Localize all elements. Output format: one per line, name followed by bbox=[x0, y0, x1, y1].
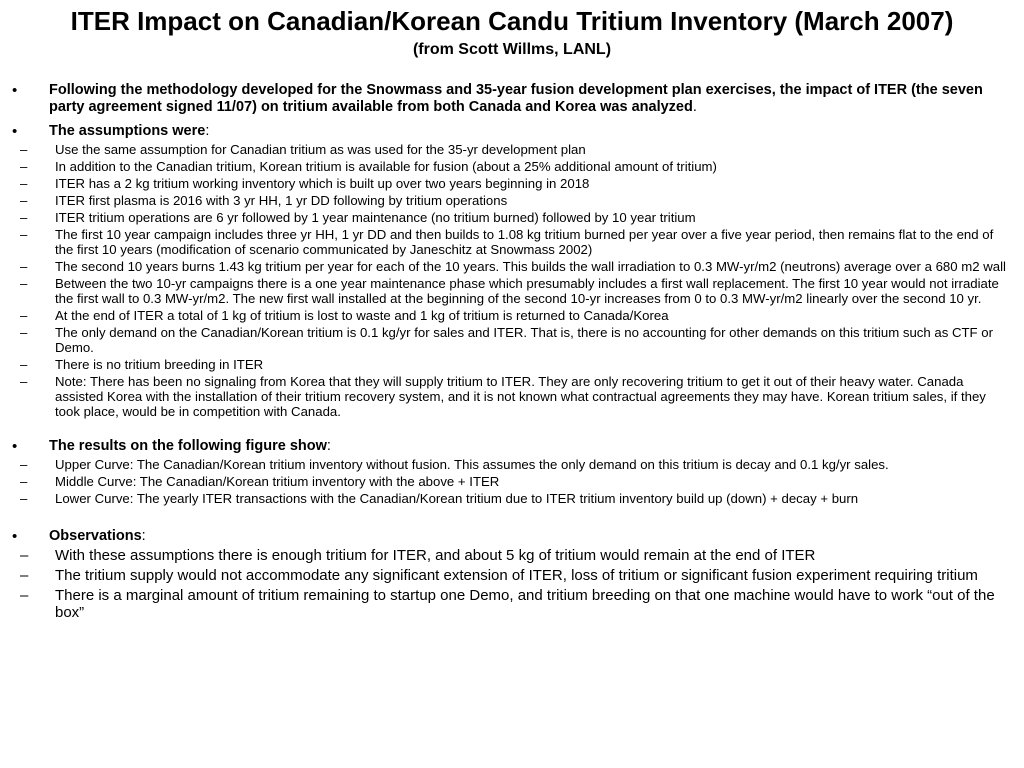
dash-icon: – bbox=[20, 227, 28, 242]
results-heading bbox=[49, 438, 1014, 455]
dash-icon: – bbox=[20, 374, 28, 389]
list-item-text: Between the two 10-yr campaigns there is a one year maintenance phase which presumably includes a first wall replacement. The first 10 year would not irradiate the first wall to 0.3 MW-yr/m2. The new first wall installed at the beginning of the second 10-yr increases from 0 to 0.3 MW-yr/m2 linearly over the second 10 yr. bbox=[55, 276, 999, 306]
list-item bbox=[10, 276, 1014, 306]
list-item bbox=[10, 491, 1014, 506]
assumptions-list bbox=[10, 142, 1014, 419]
list-item-text: Note: There has been no signaling from Korea that they will supply tritium to ITER. They are only recovering tritium to get it out of their heavy water. Canada assisted Korea with the installation of their tritium recovery system, and it is not known what contractual agreements they may have. Korean tritium sales, if they took place, would be in competition with Canada. bbox=[55, 374, 986, 419]
list-item bbox=[10, 308, 1014, 323]
list-item bbox=[10, 176, 1014, 191]
list-item-text: ITER first plasma is 2016 with 3 yr HH, 1 yr DD following by tritium operations bbox=[55, 193, 508, 208]
list-item bbox=[10, 587, 1014, 621]
assumptions-colon: : bbox=[205, 123, 210, 139]
slide-subtitle: (from Scott Willms, LANL) bbox=[412, 41, 612, 58]
list-item bbox=[10, 474, 1014, 489]
list-item-text: The first 10 year campaign includes three yr HH, 1 yr DD and then builds to 1.08 kg tritium burned per year over a five year period, then remains flat to the end of the first 10 years (modification of scenario communicated by Janeschitz at Snowmass 2002) bbox=[55, 227, 994, 257]
dash-icon: – bbox=[20, 567, 29, 584]
list-item bbox=[10, 547, 1014, 564]
list-item bbox=[10, 457, 1014, 472]
list-item bbox=[10, 567, 1014, 584]
observations-colon: : bbox=[141, 528, 146, 544]
assumptions-section bbox=[10, 123, 1014, 140]
dash-icon: – bbox=[20, 210, 28, 225]
dash-icon: – bbox=[20, 547, 29, 564]
list-item-text: Use the same assumption for Canadian tritium as was used for the 35-yr development plan bbox=[55, 142, 586, 157]
list-item bbox=[10, 259, 1014, 274]
list-item bbox=[10, 325, 1014, 355]
results-section bbox=[10, 438, 1014, 455]
assumptions-heading bbox=[49, 123, 1014, 140]
list-item-text: Upper Curve: The Canadian/Korean tritium inventory without fusion. This assumes the only demand on this tritium is decay and 0.1 kg/yr sales. bbox=[55, 457, 889, 472]
list-item bbox=[10, 210, 1014, 225]
observations-heading bbox=[49, 528, 1014, 545]
list-item bbox=[10, 159, 1014, 174]
list-item bbox=[10, 142, 1014, 157]
list-item-text: The tritium supply would not accommodate any significant extension of ITER, loss of tritium or significant fusion experiment requiring tritium bbox=[55, 567, 978, 584]
dash-icon: – bbox=[20, 308, 28, 323]
list-item-text: Middle Curve: The Canadian/Korean tritium inventory with the above + ITER bbox=[55, 474, 500, 489]
intro-text bbox=[49, 82, 1014, 116]
dash-icon: – bbox=[20, 587, 29, 604]
list-item-text: With these assumptions there is enough tritium for ITER, and about 5 kg of tritium would remain at the end of ITER bbox=[55, 547, 816, 564]
intro-section bbox=[10, 82, 1014, 116]
list-item-text: In addition to the Canadian tritium, Korean tritium is available for fusion (about a 25% additional amount of tritium) bbox=[55, 159, 717, 174]
list-item-text: ITER has a 2 kg tritium working inventory which is built up over two years beginning in 2018 bbox=[55, 176, 590, 191]
list-item-text: ITER tritium operations are 6 yr followed by 1 year maintenance (no tritium burned) followed by 10 year tritium bbox=[55, 210, 696, 225]
dash-icon: – bbox=[20, 193, 28, 208]
list-item bbox=[10, 193, 1014, 208]
list-item-text: There is a marginal amount of tritium remaining to startup one Demo, and tritium breeding on that one machine would have to work “out of the box” bbox=[55, 587, 995, 621]
dash-icon: – bbox=[20, 474, 28, 489]
observations-list bbox=[10, 547, 1014, 621]
list-item-text: The only demand on the Canadian/Korean tritium is 0.1 kg/yr for sales and ITER. That is, there is no accounting for other demands on this tritium such as CTF or Demo. bbox=[55, 325, 993, 355]
assumptions-heading-text: The assumptions were bbox=[49, 123, 206, 139]
dash-icon: – bbox=[20, 176, 28, 191]
dash-icon: – bbox=[20, 276, 28, 291]
bullet-icon: • bbox=[12, 123, 18, 140]
dash-icon: – bbox=[20, 142, 28, 157]
dash-icon: – bbox=[20, 357, 28, 372]
results-colon: : bbox=[326, 438, 331, 454]
dash-icon: – bbox=[20, 491, 28, 506]
bullet-icon: • bbox=[12, 82, 18, 99]
list-item-text: There is no tritium breeding in ITER bbox=[55, 357, 264, 372]
slide-content bbox=[10, 82, 1014, 624]
list-item-text: At the end of ITER a total of 1 kg of tritium is lost to waste and 1 kg of tritium is returned to Canada/Korea bbox=[55, 308, 669, 323]
list-item-text: The second 10 years burns 1.43 kg tritium per year for each of the 10 years. This builds the wall irradiation to 0.3 MW-yr/m2 (neutrons) average over a 680 m2 wall bbox=[55, 259, 1006, 274]
dash-icon: – bbox=[20, 159, 28, 174]
observations-heading-text: Observations bbox=[49, 528, 142, 544]
list-item bbox=[10, 227, 1014, 257]
dash-icon: – bbox=[20, 259, 28, 274]
intro-period: . bbox=[692, 99, 697, 115]
results-heading-text: The results on the following figure show bbox=[49, 438, 327, 454]
bullet-icon: • bbox=[12, 438, 18, 455]
list-item-text: Lower Curve: The yearly ITER transactions with the Canadian/Korean tritium due to ITER tritium inventory build up (down) + decay + burn bbox=[55, 491, 859, 506]
list-item bbox=[10, 357, 1014, 372]
slide-title: ITER Impact on Canadian/Korean Candu Tritium Inventory (March 2007) bbox=[70, 6, 954, 36]
observations-section bbox=[10, 528, 1014, 545]
intro-body: Following the methodology developed for the Snowmass and 35-year fusion development plan exercises, the impact of ITER (the seven party agreement signed 11/07) on tritium available from both Canada and Korea was analyzed bbox=[49, 82, 983, 115]
list-item bbox=[10, 374, 1014, 419]
results-list bbox=[10, 457, 1014, 506]
bullet-icon: • bbox=[12, 528, 18, 545]
dash-icon: – bbox=[20, 325, 28, 340]
dash-icon: – bbox=[20, 457, 28, 472]
